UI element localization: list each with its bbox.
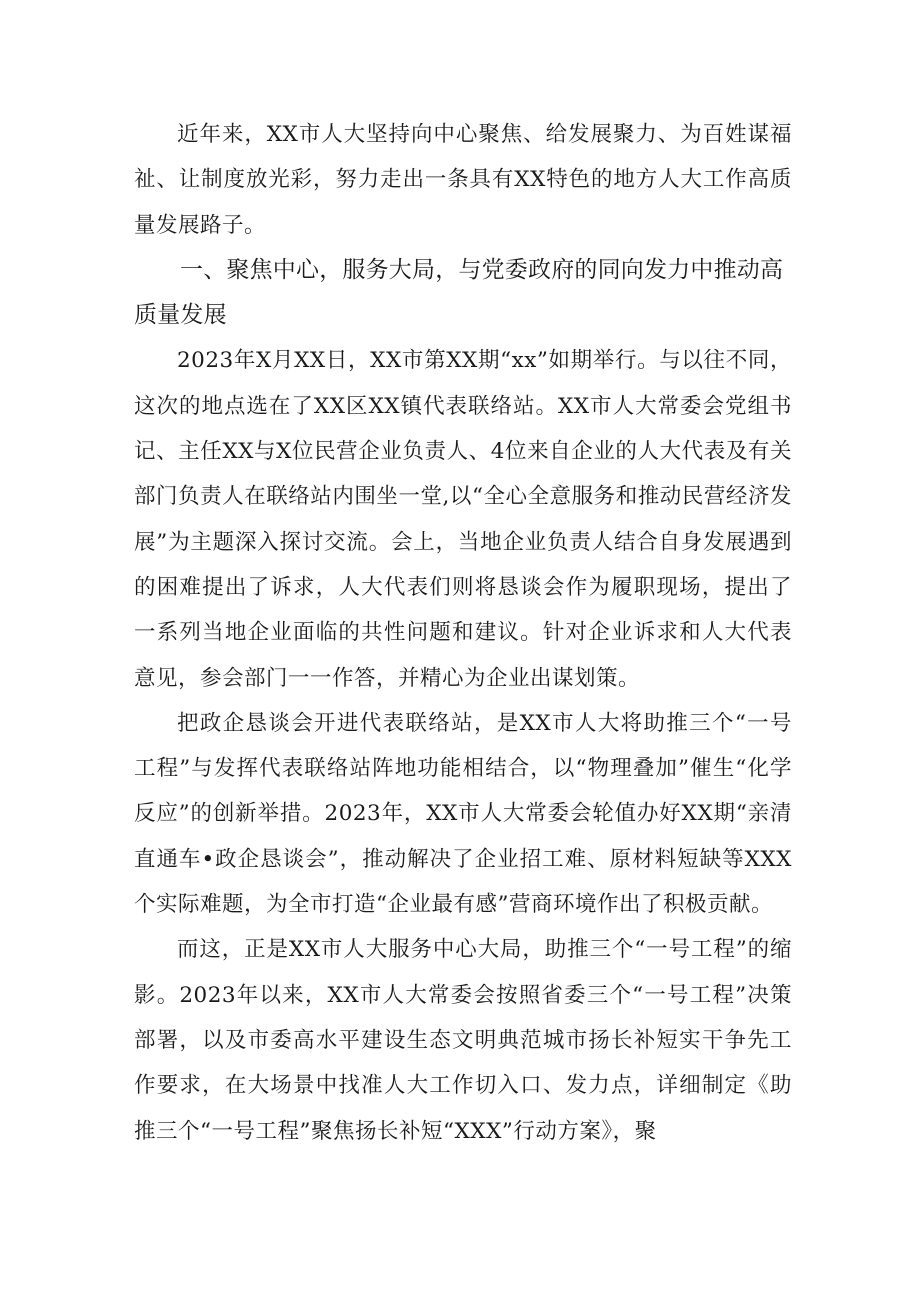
body-paragraph-1: 2023年X月XX日，XX市第XX期“xx”如期举行。与以往不同，这次的地点选在了XX区XX镇代表联络站。XX市人大常委会党组书记、主任XX与X位民营企业负责人、4位来自企业的人大代表及有关部门负责人在联络站内围坐一堂,以“全心全意服务和推动民营经济发展”为主题深入探讨交流。会上，当地企业负责人结合自身发展遇到的困难提出了诉求，人大代表们则将恳谈会作为履职现场，提出了一系列当地企业面临的共性问题和建议。针对企业诉求和人大代表意见，参会部门一一作答，并精心为企业出谋划策。 (134, 348, 792, 691)
body-paragraph-3: 而这，正是XX市人大服务中心大局，助推三个“一号工程”的缩影。2023年以来，XX市人大常委会按照省委三个“一号工程”决策部署，以及市委高水平建设生态文明典范城市扬长补短实干争先工作要求，在大场景中找准人大工作切入口、发力点，详细制定《助推三个“一号工程”聚焦扬长补短“XXX”行动方案》，聚 (134, 937, 792, 1144)
section-heading-1: 一、聚焦中心，服务大局，与党委政府的同向发力中推动高质量发展 (134, 256, 784, 329)
document-body (134, 112, 792, 1154)
body-paragraph-2: 把政企恳谈会开进代表联络站，是XX市人大将助推三个“一号工程”与发挥代表联络站阵地功能相结合，以“物理叠加”催生“化学反应”的创新举措。2023年，XX市人大常委会轮值办好XX期“亲清直通车•政企恳谈会”，推动解决了企业招工难、原材料短缺等XXX个实际难题，为全市打造“企业最有感”营商环境作出了积极贡献。 (134, 710, 792, 918)
intro-paragraph: 近年来，XX市人大坚持向中心聚焦、给发展聚力、为百姓谋福祉、让制度放光彩，努力走出一条具有XX特色的地方人大工作高质量发展路子。 (134, 122, 792, 238)
